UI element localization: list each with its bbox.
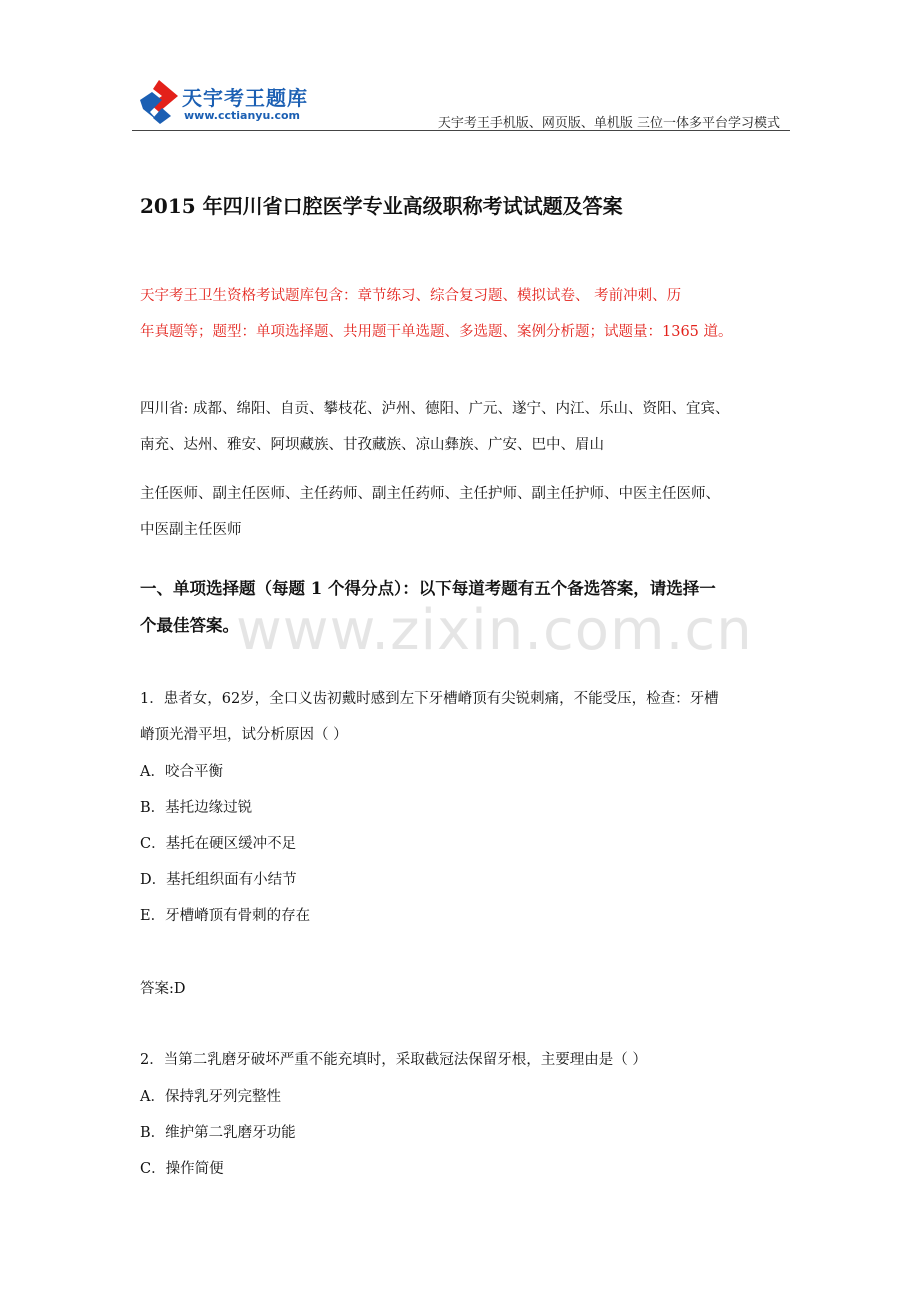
question-2-option-b: B．维护第二乳磨牙功能 — [140, 1125, 296, 1141]
header-tagline: 天宇考王手机版、网页版、单机版 三位一体多平台学习模式 — [437, 116, 780, 131]
intro-line-2: 年真题等；题型：单项选择题、共用题干单选题、多选题、案例分析题；试题量：1365 道。 — [140, 324, 733, 340]
question-1-stem-line-2: 嵴顶光滑平坦，试分析原因（ ） — [140, 727, 348, 743]
question-2-option-c: C．操作简便 — [140, 1161, 224, 1177]
page-header — [132, 72, 790, 132]
question-1-option-b: B．基托边缘过锐 — [140, 800, 253, 816]
titles-line-1: 主任医师、副主任医师、主任药师、副主任药师、主任护师、副主任护师、中医主任医师、 — [140, 486, 720, 502]
question-1-option-e: E．牙槽嵴顶有骨刺的存在 — [140, 908, 311, 924]
titles-paragraph — [140, 476, 790, 548]
logo-url: www.cctianyu.com — [184, 109, 301, 122]
logo-icon — [138, 78, 180, 126]
cities-paragraph — [140, 391, 790, 463]
section-line-1: 一、单项选择题（每题 1 个得分点）：以下每道考题有五个备选答案，请选择一 — [140, 579, 716, 598]
header-divider — [132, 130, 790, 131]
cities-line-1: 四川省: 成都、绵阳、自贡、攀枝花、泸州、德阳、广元、遂宁、内江、乐山、资阳、宜宾、 — [140, 401, 730, 417]
question-1-stem-line-1: 1．患者女，62岁，全口义齿初戴时感到左下牙槽嵴顶有尖锐刺痛，不能受压，检查：牙槽 — [140, 691, 719, 707]
logo-name: 天宇考王题库 — [182, 86, 308, 110]
intro-paragraph — [140, 278, 790, 350]
question-1-option-d: D．基托组织面有小结节 — [140, 872, 297, 888]
watermark: www.zixin.com.cn — [236, 598, 753, 663]
question-1-answer: 答案:D — [140, 981, 186, 997]
titles-line-2: 中医副主任医师 — [140, 522, 242, 538]
page-title: 2015 年四川省口腔医学专业高级职称考试试题及答案 — [140, 194, 623, 218]
question-1-option-a: A．咬合平衡 — [140, 764, 223, 780]
question-2-stem: 2．当第二乳磨牙破坏严重不能充填时，采取截冠法保留牙根，主要理由是（ ） — [140, 1052, 647, 1068]
section-line-2: 个最佳答案。 — [140, 616, 239, 635]
cities-line-2: 南充、达州、雅安、阿坝藏族、甘孜藏族、凉山彝族、广安、巴中、眉山 — [140, 437, 604, 453]
question-2-option-a: A．保持乳牙列完整性 — [140, 1089, 281, 1105]
question-1-option-c: C．基托在硬区缓冲不足 — [140, 836, 297, 852]
section-heading — [140, 570, 790, 644]
intro-line-1: 天宇考王卫生资格考试题库包含：章节练习、综合复习题、模拟试卷、 考前冲刺、历 — [140, 288, 682, 304]
